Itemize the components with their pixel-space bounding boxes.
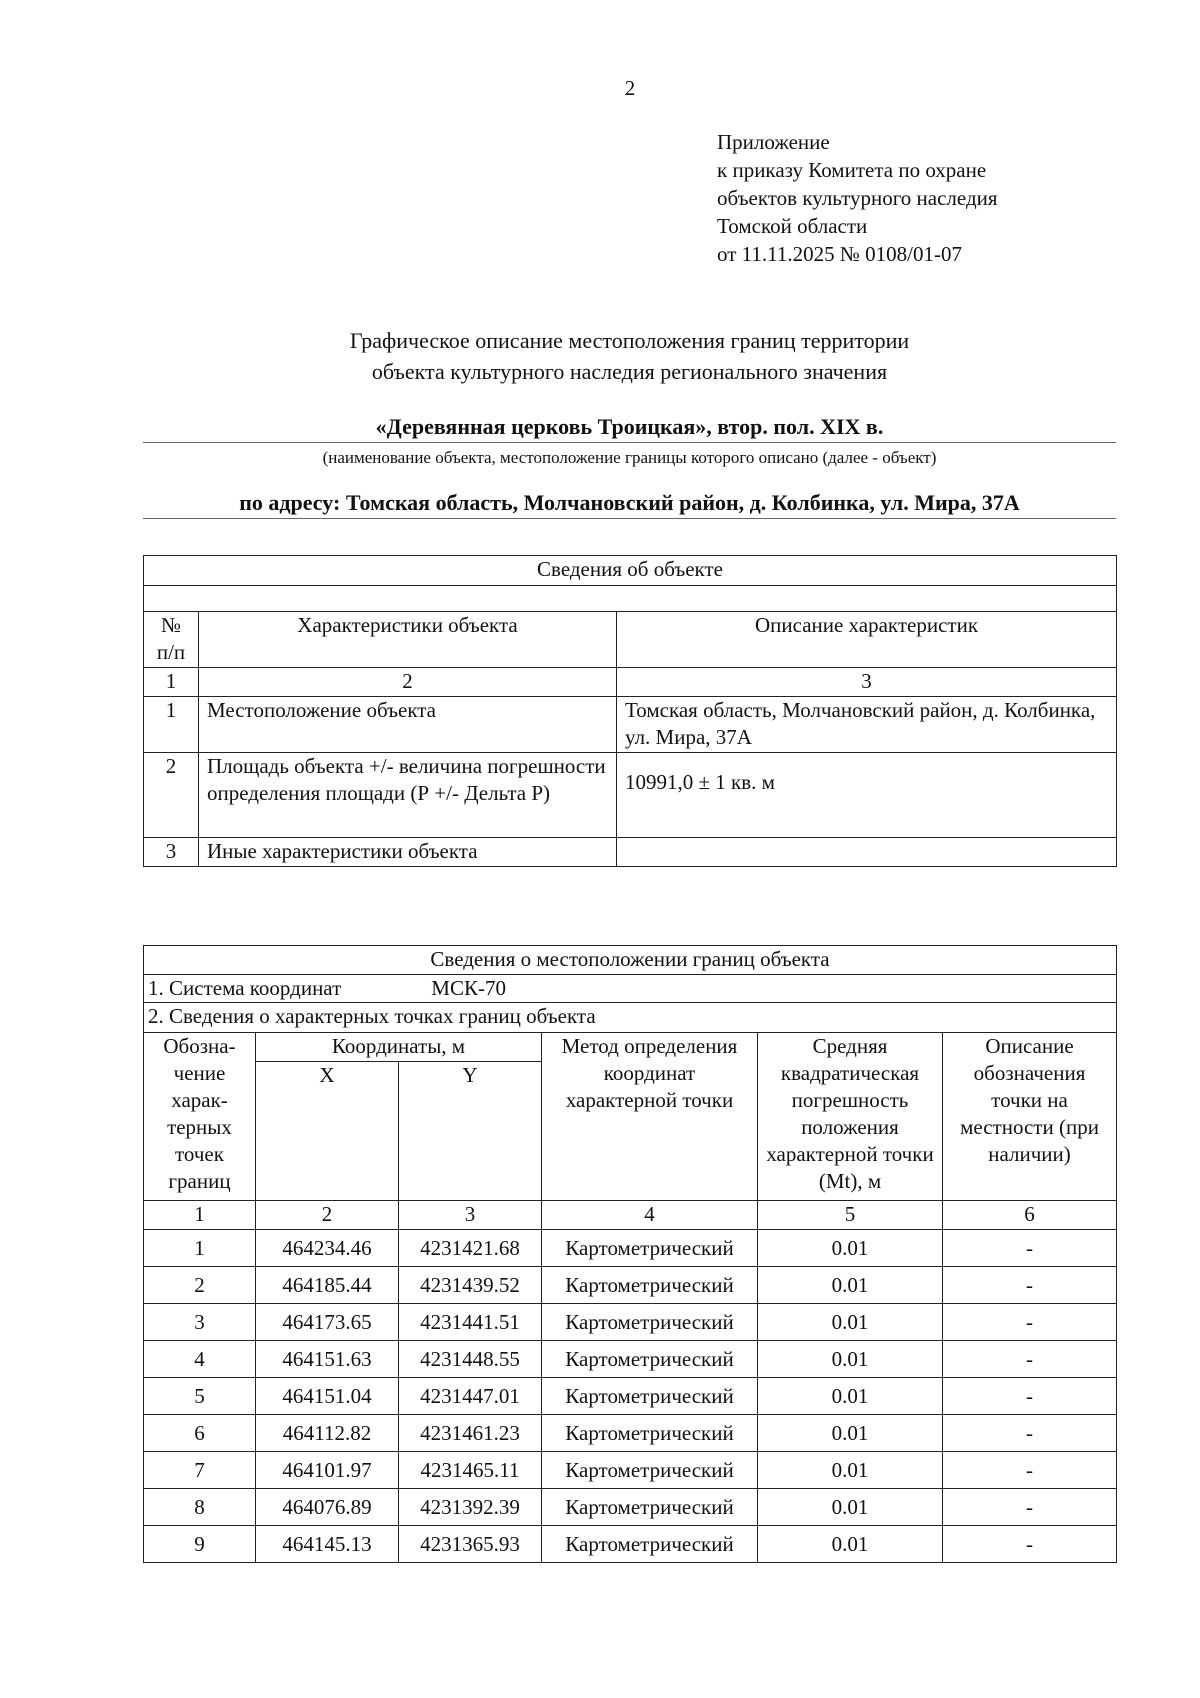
point-number: 8 [144, 1489, 256, 1526]
point-number: 3 [144, 1304, 256, 1341]
header-designation: Обозна-чение харак-терных точек границ [144, 1033, 256, 1201]
point-number: 6 [144, 1415, 256, 1452]
title-line: Графическое описание местоположения границ территории [349, 328, 910, 353]
row-name: Местоположение объекта [199, 697, 617, 753]
table-row [144, 1341, 1117, 1378]
coord-y: 4231447.01 [399, 1378, 542, 1415]
mean-error: 0.01 [758, 1304, 943, 1341]
header-y: Y [399, 1062, 542, 1201]
points-label: 2. Сведения о характерных точках границ объекта [144, 1003, 1117, 1033]
coord-x: 464101.97 [256, 1452, 399, 1489]
point-description: - [943, 1304, 1117, 1341]
col-number: 4 [542, 1201, 758, 1230]
mean-error: 0.01 [758, 1267, 943, 1304]
appendix-line: Томской области [717, 214, 868, 238]
mean-error: 0.01 [758, 1378, 943, 1415]
table-row [144, 753, 1117, 838]
col-number: 6 [943, 1201, 1117, 1230]
table-row [144, 1304, 1117, 1341]
header-description: Описание обозначения точки на местности (при наличии) [943, 1033, 1117, 1201]
row-number: 2 [144, 753, 199, 838]
header-coords: Координаты, м [256, 1033, 542, 1062]
object-name: «Деревянная церковь Троицкая», втор. пол. XIX в. [143, 414, 1116, 443]
point-number: 2 [144, 1267, 256, 1304]
coord-y: 4231439.52 [399, 1267, 542, 1304]
table-row [144, 838, 1117, 867]
col-number: 2 [199, 668, 617, 697]
coord-system-row [144, 975, 1117, 1003]
coord-x: 464234.46 [256, 1230, 399, 1267]
appendix-block [717, 128, 998, 268]
table-row [144, 1452, 1117, 1489]
point-description: - [943, 1526, 1117, 1563]
mean-error: 0.01 [758, 1230, 943, 1267]
point-description: - [943, 1489, 1117, 1526]
point-description: - [943, 1378, 1117, 1415]
col-number: 3 [399, 1201, 542, 1230]
object-info-table [143, 555, 1117, 867]
col-number: 3 [617, 668, 1117, 697]
coord-x: 464185.44 [256, 1267, 399, 1304]
row-value: Томская область, Молчановский район, д. Колбинка, ул. Мира, 37А [617, 697, 1117, 753]
row-number: 1 [144, 697, 199, 753]
method: Картометрический [542, 1304, 758, 1341]
header-error: Средняя квадратическая погрешность положения характерной точки (Mt), м [758, 1033, 943, 1201]
appendix-line: к приказу Комитета по охране [717, 158, 987, 182]
coord-system-label: 1. Система координат [148, 976, 342, 1000]
table-row [144, 1230, 1117, 1267]
point-description: - [943, 1267, 1117, 1304]
title-line: объекта культурного наследия регионального значения [371, 359, 888, 384]
row-value [617, 838, 1117, 867]
mean-error: 0.01 [758, 1526, 943, 1563]
row-number: 3 [144, 838, 199, 867]
header-x: X [256, 1062, 399, 1201]
mean-error: 0.01 [758, 1341, 943, 1378]
method: Картометрический [542, 1267, 758, 1304]
table-row [144, 697, 1117, 753]
coord-x: 464173.65 [256, 1304, 399, 1341]
header-characteristic: Характеристики объекта [199, 612, 617, 668]
method: Картометрический [542, 1341, 758, 1378]
point-description: - [943, 1341, 1117, 1378]
point-number: 7 [144, 1452, 256, 1489]
method: Картометрический [542, 1415, 758, 1452]
header-method: Метод определения координат характерной точки [542, 1033, 758, 1201]
boundary-points-table [143, 945, 1117, 1563]
table-row [144, 1378, 1117, 1415]
row-value: 10991,0 ± 1 кв. м [617, 753, 1117, 838]
point-number: 5 [144, 1378, 256, 1415]
document-title [143, 325, 1116, 387]
coord-y: 4231392.39 [399, 1489, 542, 1526]
table-row [144, 1267, 1117, 1304]
table-title: Сведения о местоположении границ объекта [144, 946, 1117, 975]
point-description: - [943, 1230, 1117, 1267]
coord-x: 464112.82 [256, 1415, 399, 1452]
page-number: 2 [624, 76, 636, 100]
appendix-line: от 11.11.2025 № 0108/01-07 [717, 242, 962, 266]
method: Картометрический [542, 1452, 758, 1489]
coord-x: 464076.89 [256, 1489, 399, 1526]
point-number: 9 [144, 1526, 256, 1563]
mean-error: 0.01 [758, 1489, 943, 1526]
method: Картометрический [542, 1230, 758, 1267]
coord-x: 464145.13 [256, 1526, 399, 1563]
empty-row [144, 586, 1117, 612]
point-description: - [943, 1452, 1117, 1489]
point-description: - [943, 1415, 1117, 1452]
coord-x: 464151.63 [256, 1341, 399, 1378]
coord-x: 464151.04 [256, 1378, 399, 1415]
coord-system-value: МСК-70 [431, 976, 506, 1000]
table-row [144, 1489, 1117, 1526]
method: Картометрический [542, 1378, 758, 1415]
row-name: Площадь объекта +/- величина погрешности определения площади (Р +/- Дельта Р) [199, 753, 617, 838]
coord-y: 4231365.93 [399, 1526, 542, 1563]
col-number: 1 [144, 668, 199, 697]
method: Картометрический [542, 1526, 758, 1563]
object-caption: (наименование объекта, местоположение границы которого описано (далее - объект) [322, 448, 937, 467]
table-row [144, 1415, 1117, 1452]
appendix-line: Приложение [717, 130, 830, 154]
header-number: № п/п [144, 612, 199, 668]
appendix-line: объектов культурного наследия [717, 186, 998, 210]
mean-error: 0.01 [758, 1452, 943, 1489]
coord-y: 4231461.23 [399, 1415, 542, 1452]
coord-y: 4231441.51 [399, 1304, 542, 1341]
col-number: 5 [758, 1201, 943, 1230]
table-title: Сведения об объекте [144, 556, 1117, 586]
method: Картометрический [542, 1489, 758, 1526]
coord-y: 4231421.68 [399, 1230, 542, 1267]
point-number: 1 [144, 1230, 256, 1267]
object-address: по адресу: Томская область, Молчановский район, д. Колбинка, ул. Мира, 37А [143, 490, 1116, 519]
table-row [144, 1526, 1117, 1563]
row-name: Иные характеристики объекта [199, 838, 617, 867]
coord-y: 4231448.55 [399, 1341, 542, 1378]
header-description: Описание характеристик [617, 612, 1117, 668]
col-number: 2 [256, 1201, 399, 1230]
point-number: 4 [144, 1341, 256, 1378]
coord-y: 4231465.11 [399, 1452, 542, 1489]
mean-error: 0.01 [758, 1415, 943, 1452]
col-number: 1 [144, 1201, 256, 1230]
